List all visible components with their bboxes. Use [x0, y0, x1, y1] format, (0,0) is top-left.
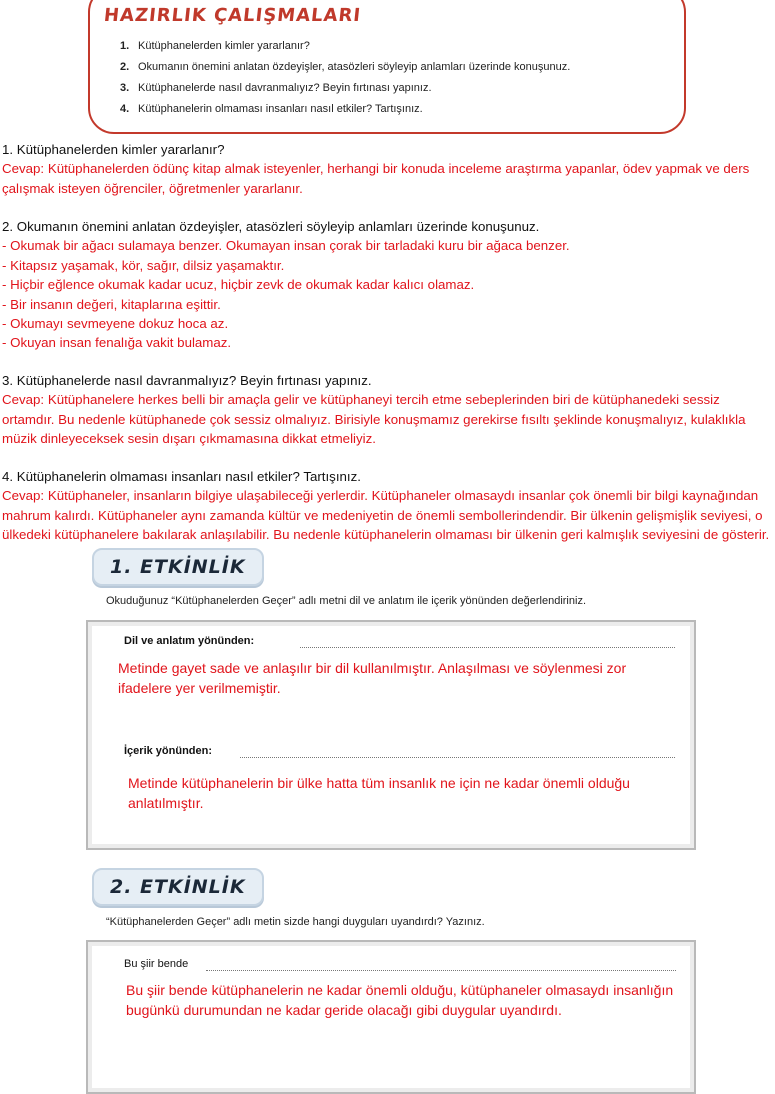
- answer-block-4: [2, 467, 772, 545]
- answer-text: - Kitapsız yaşamak, kör, sağır, dilsiz yaşamaktır.: [2, 257, 285, 273]
- activity1-title: 1. ETKİNLİK: [92, 548, 264, 586]
- activity1-frame: [86, 620, 696, 850]
- prep-item: 3. Kütüphanelerde nasıl davranmalıyız? Beyin fırtınası yapınız.: [120, 82, 432, 94]
- dotted-line: [300, 647, 675, 648]
- dotted-line: [240, 757, 675, 758]
- answer-block-1: [2, 140, 772, 198]
- question-text: 2. Okumanın önemini anlatan özdeyişler, atasözleri söyleyip anlamları üzerinde konuşunuz.: [2, 219, 540, 234]
- dotted-line: [206, 970, 676, 971]
- prep-title: HAZIRLIK ÇALIŞMALARI: [102, 5, 363, 26]
- activity1-instruction: Okuduğunuz “Kütüphanelerden Geçer” adlı metni dil ve anlatım ile içerik yönünden değerlendiriniz.: [106, 595, 586, 607]
- language-label: Dil ve anlatım yönünden:: [124, 635, 255, 647]
- prep-list: [120, 36, 570, 120]
- answer-text: - Okumayı sevmeyene dokuz hoca az.: [2, 316, 229, 332]
- answer-block-3: [2, 371, 772, 449]
- answer-text: - Okumak bir ağacı sulamaya benzer. Okumayan insan çorak bir tarladaki kuru bir ağaca benzer.: [2, 238, 570, 254]
- question-text: 4. Kütüphanelerin olmaması insanları nasıl etkiler? Tartışınız.: [2, 469, 361, 484]
- answer-text: Cevap: Kütüphanelerden ödünç kitap almak isteyenler, herhangi bir konuda inceleme araştırma yapanlar, ödev yapmak ve ders çalışmak isteyen öğrenciler, öğretmenler yararlanır.: [2, 161, 750, 196]
- content-label: İçerik yönünden:: [124, 745, 213, 757]
- answer-text: - Bir insanın değeri, kitaplarına eşittir.: [2, 296, 221, 312]
- activity2-answer: Bu şiir bende kütüphanelerin ne kadar önemli olduğu, kütüphaneler olmasaydı insanlığın bugünkü durumundan ne kadar geride olacağı gibi duygular uyandırdı.: [126, 982, 674, 1018]
- content-answer: Metinde kütüphanelerin bir ülke hatta tüm insanlık ne için ne kadar önemli olduğu anlatılmıştır.: [128, 775, 630, 811]
- prep-item: 2. Okumanın önemini anlatan özdeyişler, atasözleri söyleyip anlamları üzerinde konuşunuz.: [120, 61, 571, 73]
- answer-block-2: [2, 217, 772, 353]
- activity2-title: 2. ETKİNLİK: [92, 868, 264, 906]
- language-answer: Metinde gayet sade ve anlaşılır bir dil kullanılmıştır. Anlaşılması ve söylenmesi zor ifadelere yer verilmemiştir.: [118, 660, 627, 696]
- answer-text: - Okuyan insan fenalığa vakit bulamaz.: [2, 335, 232, 351]
- activity2-instruction: “Kütüphanelerden Geçer” adlı metin sizde hangi duyguları uyandırdı? Yazınız.: [106, 916, 485, 928]
- prep-item: 4. Kütüphanelerin olmaması insanları nasıl etkiler? Tartışınız.: [120, 103, 423, 115]
- question-text: 3. Kütüphanelerde nasıl davranmalıyız? Beyin fırtınası yapınız.: [2, 373, 372, 388]
- activity2-label: Bu şiir bende: [124, 958, 189, 970]
- prep-item: 1. Kütüphanelerden kimler yararlanır?: [120, 40, 310, 52]
- answer-text: - Hiçbir eğlence okumak kadar ucuz, hiçbir zevk de okumak kadar kalıcı olamaz.: [2, 277, 475, 293]
- answer-text: Cevap: Kütüphaneler, insanların bilgiye ulaşabileceği yerlerdir. Kütüphaneler olmasaydı insanlar çok önemli bir bilgi kaynağından mahrum kalırdı. Kütüphaneler aynı zamanda kültür ve medeniyetin de önemli sembollerindendir. Bir ülkenin gelişmişlik seviyesi, o ülkedeki kütüphanelere bakılarak anlaşılabilir. Bu nedenle kütüphanelerin olmaması bir ülkenin geri kalmışlık seviyesini de gösterir.: [2, 488, 770, 543]
- question-text: 1. Kütüphanelerden kimler yararlanır?: [2, 142, 225, 157]
- answer-text: Cevap: Kütüphanelere herkes belli bir amaçla gelir ve kütüphaneyi tercih etme sebeplerinden biri de kütüphanedeki sessiz ortamdır. Bu nedenle kütüphanede çok sessiz olmalıyız. Birisiyle konuşmamız gerekirse fısıltı şeklinde konuşmalıyız, kulaklıkla müzik dinleyeceksek sesin dışarı çıkmamasına dikkat etmeliyiz.: [2, 392, 746, 447]
